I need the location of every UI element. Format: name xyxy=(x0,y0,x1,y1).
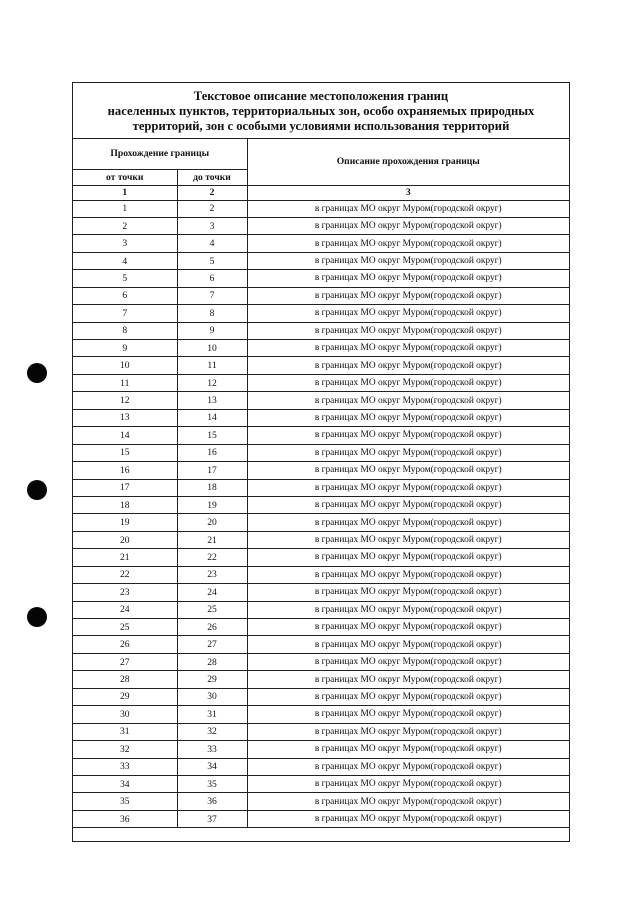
cell-to-point: 22 xyxy=(177,549,247,566)
cell-description: в границах МО округ Муром(городской округ) xyxy=(247,340,569,357)
cell-to-point: 28 xyxy=(177,653,247,670)
cell-from-point: 1 xyxy=(73,200,177,217)
cell-to-point: 24 xyxy=(177,584,247,601)
cell-description: в границах МО округ Муром(городской округ) xyxy=(247,566,569,583)
cell-description: в границах МО округ Муром(городской округ) xyxy=(247,653,569,670)
cell-description: в границах МО округ Муром(городской округ) xyxy=(247,775,569,792)
cell-from-point: 6 xyxy=(73,287,177,304)
title-line-2: населенных пунктов, территориальных зон, особо охраняемых природных xyxy=(107,104,535,118)
cell-description: в границах МО округ Муром(городской округ) xyxy=(247,322,569,339)
table-row xyxy=(73,270,569,287)
table-row xyxy=(73,235,569,252)
cell-to-point: 9 xyxy=(177,322,247,339)
table-row xyxy=(73,252,569,269)
cell-from-point: 5 xyxy=(73,270,177,287)
table-row xyxy=(73,322,569,339)
cell-description: в границах МО округ Муром(городской округ) xyxy=(247,374,569,391)
cell-to-point: 13 xyxy=(177,392,247,409)
cell-from-point: 28 xyxy=(73,671,177,688)
cell-from-point: 19 xyxy=(73,514,177,531)
cell-description: в границах МО округ Муром(городской округ) xyxy=(247,392,569,409)
table-row xyxy=(73,793,569,810)
cell-description: в границах МО округ Муром(городской округ) xyxy=(247,305,569,322)
header-num-to: 2 xyxy=(177,185,247,200)
header-passage: Прохождение границы xyxy=(73,139,247,169)
cell-from-point: 25 xyxy=(73,619,177,636)
cell-from-point: 27 xyxy=(73,653,177,670)
table-row xyxy=(73,619,569,636)
table-row xyxy=(73,758,569,775)
cell-from-point: 10 xyxy=(73,357,177,374)
table-row xyxy=(73,514,569,531)
table-row xyxy=(73,566,569,583)
cell-description: в границах МО округ Муром(городской округ) xyxy=(247,531,569,548)
document-sheet xyxy=(72,82,570,842)
cell-from-point: 18 xyxy=(73,496,177,513)
binder-hole-middle xyxy=(27,480,47,500)
cell-to-point: 6 xyxy=(177,270,247,287)
cell-from-point: 29 xyxy=(73,688,177,705)
cell-description: в границах МО округ Муром(городской округ) xyxy=(247,287,569,304)
cell-description: в границах МО округ Муром(городской округ) xyxy=(247,706,569,723)
cell-to-point: 20 xyxy=(177,514,247,531)
table-row xyxy=(73,305,569,322)
table-row xyxy=(73,374,569,391)
cell-description: в границах МО округ Муром(городской округ) xyxy=(247,200,569,217)
cell-to-point: 29 xyxy=(177,671,247,688)
binder-hole-top xyxy=(27,363,47,383)
cell-from-point: 21 xyxy=(73,549,177,566)
cell-from-point: 33 xyxy=(73,758,177,775)
cell-description: в границах МО округ Муром(городской округ) xyxy=(247,741,569,758)
table-row xyxy=(73,479,569,496)
table-row xyxy=(73,549,569,566)
table-row xyxy=(73,810,569,827)
cell-to-point: 37 xyxy=(177,810,247,827)
cell-from-point: 2 xyxy=(73,217,177,234)
table-row xyxy=(73,496,569,513)
cell-description: в границах МО округ Муром(городской округ) xyxy=(247,479,569,496)
cell-to-point: 4 xyxy=(177,235,247,252)
table-row xyxy=(73,775,569,792)
cell-to-point: 33 xyxy=(177,741,247,758)
header-from: от точки xyxy=(73,169,177,185)
cell-to-point: 21 xyxy=(177,531,247,548)
cell-to-point: 17 xyxy=(177,462,247,479)
binder-hole-bottom xyxy=(27,607,47,627)
title-line-3: территорий, зон с особыми условиями использования территорий xyxy=(132,119,510,133)
cell-description: в границах МО округ Муром(городской округ) xyxy=(247,601,569,618)
cell-description: в границах МО округ Муром(городской округ) xyxy=(247,549,569,566)
boundary-table xyxy=(73,139,569,828)
table-body xyxy=(73,200,569,828)
cell-to-point: 18 xyxy=(177,479,247,496)
cell-description: в границах МО округ Муром(городской округ) xyxy=(247,810,569,827)
table-row xyxy=(73,427,569,444)
cell-description: в границах МО округ Муром(городской округ) xyxy=(247,444,569,461)
cell-from-point: 20 xyxy=(73,531,177,548)
table-row xyxy=(73,601,569,618)
cell-from-point: 26 xyxy=(73,636,177,653)
table-row xyxy=(73,671,569,688)
cell-from-point: 9 xyxy=(73,340,177,357)
cell-description: в границах МО округ Муром(городской округ) xyxy=(247,252,569,269)
table-row xyxy=(73,444,569,461)
table-row xyxy=(73,409,569,426)
cell-to-point: 10 xyxy=(177,340,247,357)
cell-to-point: 15 xyxy=(177,427,247,444)
cell-to-point: 2 xyxy=(177,200,247,217)
cell-description: в границах МО округ Муром(городской округ) xyxy=(247,758,569,775)
cell-from-point: 11 xyxy=(73,374,177,391)
table-row xyxy=(73,584,569,601)
table-row xyxy=(73,636,569,653)
cell-from-point: 14 xyxy=(73,427,177,444)
table-row xyxy=(73,723,569,740)
cell-to-point: 34 xyxy=(177,758,247,775)
cell-to-point: 19 xyxy=(177,496,247,513)
cell-to-point: 12 xyxy=(177,374,247,391)
cell-to-point: 31 xyxy=(177,706,247,723)
cell-from-point: 16 xyxy=(73,462,177,479)
cell-from-point: 23 xyxy=(73,584,177,601)
cell-description: в границах МО округ Муром(городской округ) xyxy=(247,217,569,234)
table-row xyxy=(73,462,569,479)
cell-description: в границах МО округ Муром(городской округ) xyxy=(247,584,569,601)
cell-to-point: 27 xyxy=(177,636,247,653)
cell-to-point: 25 xyxy=(177,601,247,618)
cell-from-point: 34 xyxy=(73,775,177,792)
document-title xyxy=(73,83,569,139)
cell-description: в границах МО округ Муром(городской округ) xyxy=(247,409,569,426)
cell-to-point: 30 xyxy=(177,688,247,705)
cell-from-point: 3 xyxy=(73,235,177,252)
cell-from-point: 32 xyxy=(73,741,177,758)
table-row xyxy=(73,706,569,723)
header-to: до точки xyxy=(177,169,247,185)
cell-from-point: 15 xyxy=(73,444,177,461)
cell-description: в границах МО округ Муром(городской округ) xyxy=(247,636,569,653)
cell-from-point: 4 xyxy=(73,252,177,269)
table-row xyxy=(73,200,569,217)
cell-from-point: 24 xyxy=(73,601,177,618)
table-row xyxy=(73,653,569,670)
table-row xyxy=(73,688,569,705)
cell-to-point: 3 xyxy=(177,217,247,234)
title-line-1: Текстовое описание местоположения границ xyxy=(193,89,449,103)
cell-to-point: 11 xyxy=(177,357,247,374)
table-row xyxy=(73,741,569,758)
cell-description: в границах МО округ Муром(городской округ) xyxy=(247,496,569,513)
cell-description: в границах МО округ Муром(городской округ) xyxy=(247,793,569,810)
cell-from-point: 7 xyxy=(73,305,177,322)
cell-to-point: 7 xyxy=(177,287,247,304)
cell-to-point: 32 xyxy=(177,723,247,740)
table-row xyxy=(73,392,569,409)
header-num-desc: 3 xyxy=(247,185,569,200)
cell-description: в границах МО округ Муром(городской округ) xyxy=(247,619,569,636)
cell-description: в границах МО округ Муром(городской округ) xyxy=(247,235,569,252)
cell-from-point: 17 xyxy=(73,479,177,496)
table-row xyxy=(73,217,569,234)
cell-from-point: 35 xyxy=(73,793,177,810)
table-row xyxy=(73,287,569,304)
cell-description: в границах МО округ Муром(городской округ) xyxy=(247,427,569,444)
cell-description: в границах МО округ Муром(городской округ) xyxy=(247,514,569,531)
cell-to-point: 16 xyxy=(177,444,247,461)
header-description: Описание прохождения границы xyxy=(247,139,569,185)
cell-from-point: 22 xyxy=(73,566,177,583)
cell-to-point: 26 xyxy=(177,619,247,636)
cell-from-point: 36 xyxy=(73,810,177,827)
cell-to-point: 5 xyxy=(177,252,247,269)
cell-to-point: 14 xyxy=(177,409,247,426)
header-num-from: 1 xyxy=(73,185,177,200)
cell-from-point: 30 xyxy=(73,706,177,723)
cell-from-point: 12 xyxy=(73,392,177,409)
table-row xyxy=(73,531,569,548)
table-row xyxy=(73,357,569,374)
cell-to-point: 23 xyxy=(177,566,247,583)
cell-to-point: 35 xyxy=(177,775,247,792)
cell-from-point: 13 xyxy=(73,409,177,426)
cell-to-point: 8 xyxy=(177,305,247,322)
cell-from-point: 31 xyxy=(73,723,177,740)
cell-to-point: 36 xyxy=(177,793,247,810)
cell-description: в границах МО округ Муром(городской округ) xyxy=(247,270,569,287)
table-row xyxy=(73,340,569,357)
cell-description: в границах МО округ Муром(городской округ) xyxy=(247,723,569,740)
cell-description: в границах МО округ Муром(городской округ) xyxy=(247,688,569,705)
cell-description: в границах МО округ Муром(городской округ) xyxy=(247,462,569,479)
cell-description: в границах МО округ Муром(городской округ) xyxy=(247,357,569,374)
cell-from-point: 8 xyxy=(73,322,177,339)
cell-description: в границах МО округ Муром(городской округ) xyxy=(247,671,569,688)
